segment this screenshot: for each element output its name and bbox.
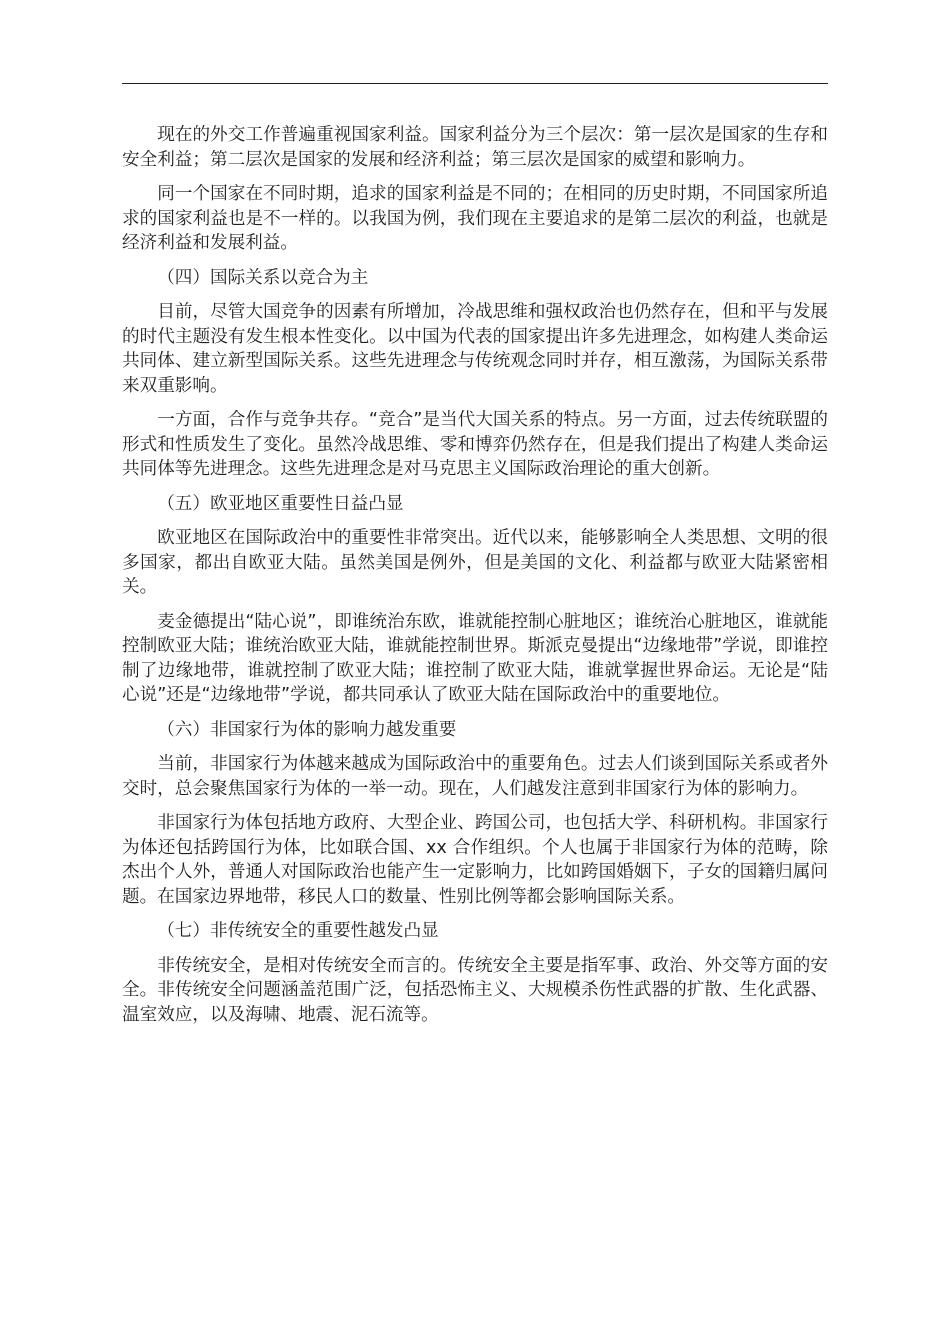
paragraph-cooperation-competition: 一方面，合作与竞争共存。“竞合”是当代大国关系的特点。另一方面，过去传统联盟的形式和性质发生了变化。虽然冷战思维、零和博弈仍然存在，但是我们提出了构建人类命运共同体等先进理念。这些先进理念是对马克思主义国际政治理论的重大创新。 <box>122 410 828 479</box>
section-heading-6: （六）非国家行为体的影响力越发重要 <box>157 719 457 740</box>
document-body <box>122 123 828 1037</box>
section-heading-5: （五）欧亚地区重要性日益凸显 <box>157 493 404 514</box>
paragraph-eurasia-importance: 欧亚地区在国际政治中的重要性非常突出。近代以来，能够影响全人类思想、文明的很多国家，都出自欧亚大陆。虽然美国是例外，但是美国的文化、利益都与欧亚大陆紧密相关。 <box>122 528 828 597</box>
paragraph-heartland-rimland: 麦金德提出“陆心说”，即谁统治东欧，谁就能控制心脏地区；谁统治心脏地区，谁就能控制欧亚大陆；谁统治欧亚大陆，谁就能控制世界。斯派克曼提出“边缘地带”学说，即谁控制了边缘地带，谁就控制了欧亚大陆；谁控制了欧亚大陆，谁就掌握世界命运。无论是“陆心说”还是“边缘地带”学说，都共同承认了欧亚大陆在国际政治中的重要地位。 <box>122 611 828 705</box>
paragraph-major-power-competition: 目前，尽管大国竞争的因素有所增加，冷战思维和强权政治也仍然存在，但和平与发展的时代主题没有发生根本性变化。以中国为代表的国家提出许多先进理念，如构建人类命运共同体、建立新型国际关系。这些先进理念与传统观念同时并存，相互激荡，为国际关系带来双重影响。 <box>122 302 828 396</box>
section-heading-7: （七）非传统安全的重要性越发凸显 <box>157 921 439 941</box>
paragraph-national-interest-levels: 现在的外交工作普遍重视国家利益。国家利益分为三个层次：第一层次是国家的生存和安全利益；第二层次是国家的发展和经济利益；第三层次是国家的威望和影响力。 <box>122 125 828 170</box>
paragraph-non-traditional-security: 非传统安全，是相对传统安全而言的。传统安全主要是指军事、政治、外交等方面的安全。非传统安全问题涵盖范围广泛，包括恐怖主义、大规模杀伤性武器的扩散、生化武器、温室效应，以及海啸、地震、泥石流等。 <box>122 955 828 1025</box>
section-heading-4: （四）国际关系以竞合为主 <box>157 267 369 288</box>
header-rule <box>122 83 828 84</box>
paragraph-non-state-actor-types: 非国家行为体包括地方政府、大型企业、跨国公司，也包括大学、科研机构。非国家行为体还包括跨国行为体，比如联合国、xx 合作组织。个人也属于非国家行为体的范畴，除杰出个人外，普通人对国际政治也能产生一定影响力，比如跨国婚姻下，子女的国籍归属问题。在国家边界地带，移民人口的数量、性别比例等都会影响国际关系。 <box>122 813 828 907</box>
paragraph-national-interest-variation: 同一个国家在不同时期，追求的国家利益是不同的；在相同的历史时期，不同国家所追求的国家利益也是不一样的。以我国为例，我们现在主要追求的是第二层次的利益，也就是经济利益和发展利益。 <box>122 184 828 253</box>
paragraph-non-state-actors: 当前，非国家行为体越来越成为国际政治中的重要角色。过去人们谈到国际关系或者外交时，总会聚焦国家行为体的一举一动。现在，人们越发注意到非国家行为体的影响力。 <box>122 754 828 799</box>
